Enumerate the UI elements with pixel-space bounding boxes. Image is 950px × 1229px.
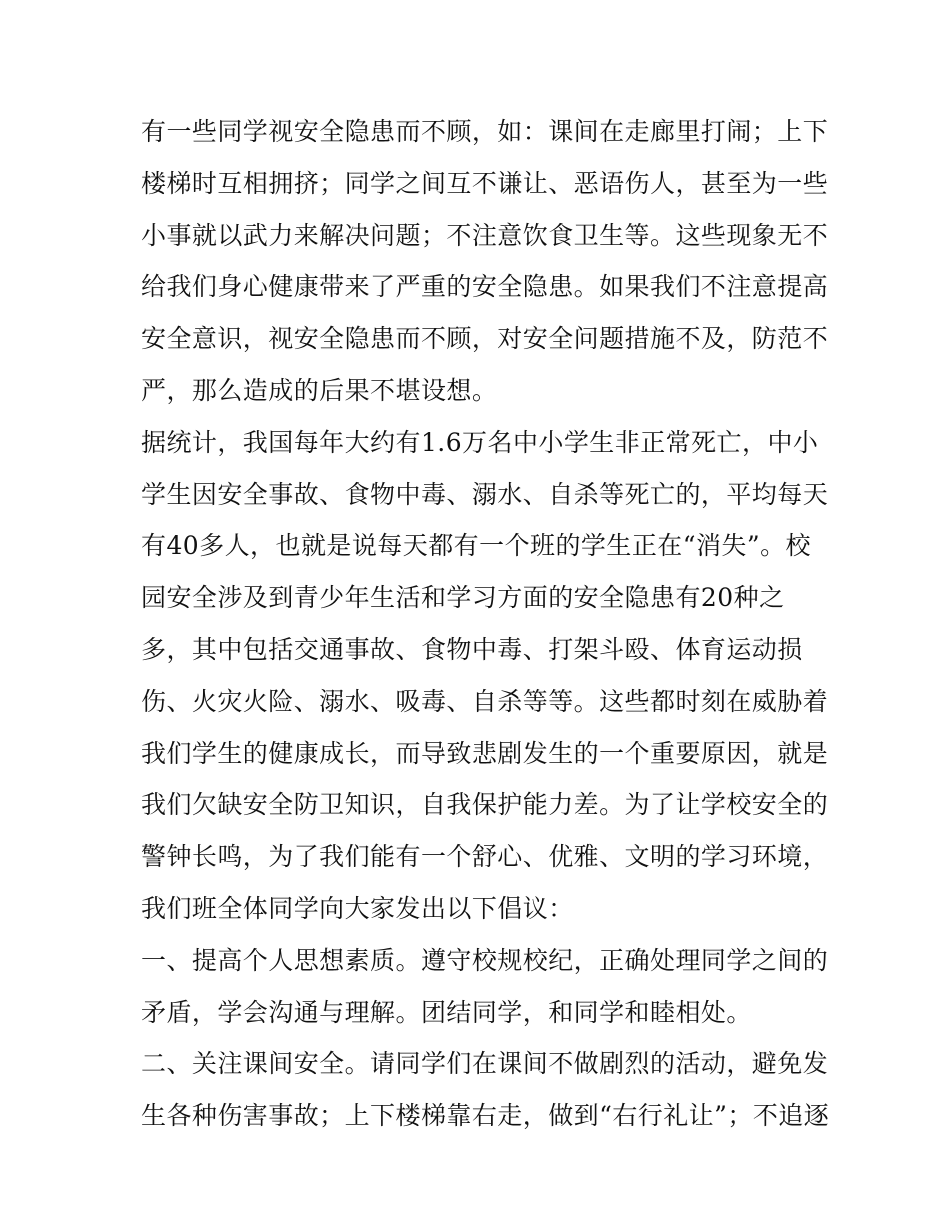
text-line: 安全意识，视安全隐患而不顾，对安全问题措施不及，防范不	[141, 324, 829, 354]
text-line: 我们欠缺安全防卫知识，自我保护能力差。为了让学校安全的	[141, 790, 829, 820]
text-line: 我们学生的健康成长，而导致悲剧发生的一个重要原因，就是	[141, 738, 829, 768]
text-line: 一、提高个人思想素质。遵守校规校纪，正确处理同学之间的	[141, 945, 829, 975]
text-line: 多，其中包括交通事故、食物中毒、打架斗殴、体育运动损	[141, 634, 803, 664]
text-line: 生各种伤害事故；上下楼梯靠右走，做到“右行礼让”；不追逐	[141, 1101, 830, 1131]
text-line: 警钟长鸣，为了我们能有一个舒心、优雅、文明的学习环境，	[141, 842, 829, 872]
text-line: 我们班全体同学向大家发出以下倡议：	[141, 893, 574, 923]
text-line: 伤、火灾火险、溺水、吸毒、自杀等等。这些都时刻在威胁着	[141, 686, 829, 716]
text-line: 严，那么造成的后果不堪设想。	[141, 375, 498, 405]
text-line: 据统计，我国每年大约有1.6万名中小学生非正常死亡，中小	[141, 427, 819, 457]
text-line: 有一些同学视安全隐患而不顾，如：课间在走廊里打闹；上下	[141, 117, 829, 146]
text-line: 矛盾，学会沟通与理解。团结同学，和同学和睦相处。	[141, 997, 752, 1027]
text-line: 园安全涉及到青少年生活和学习方面的安全隐患有20种之	[141, 583, 785, 613]
text-line: 有40多人，也就是说每天都有一个班的学生正在“消失”。校	[141, 531, 811, 561]
text-line: 学生因安全事故、食物中毒、溺水、自杀等死亡的，平均每天	[141, 479, 829, 509]
text-line: 二、关注课间安全。请同学们在课间不做剧烈的活动，避免发	[141, 1049, 829, 1079]
text-line: 给我们身心健康带来了严重的安全隐患。如果我们不注意提高	[141, 272, 829, 302]
body-text	[141, 106, 830, 1142]
text-line: 小事就以武力来解决问题；不注意饮食卫生等。这些现象无不	[141, 220, 829, 250]
text-line: 楼梯时互相拥挤；同学之间互不谦让、恶语伤人，甚至为一些	[141, 168, 829, 198]
